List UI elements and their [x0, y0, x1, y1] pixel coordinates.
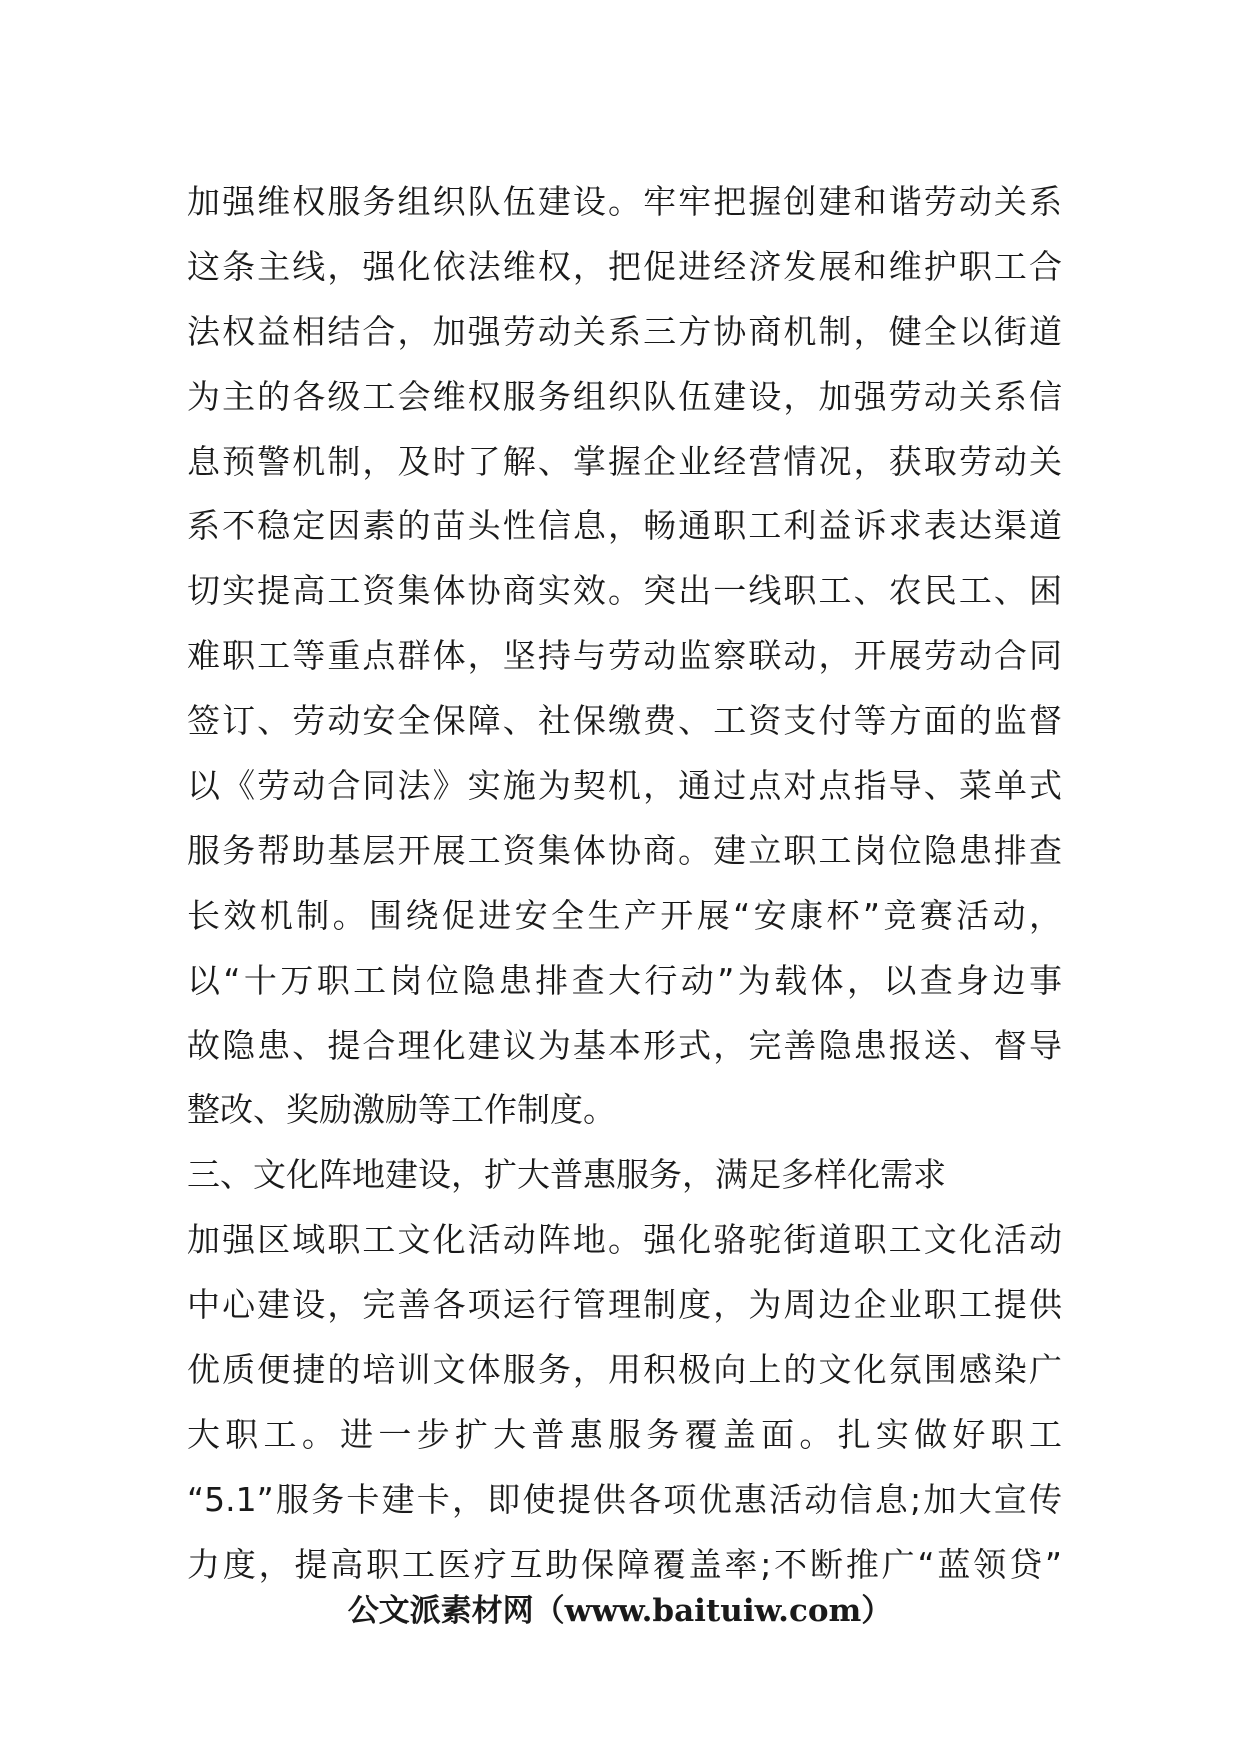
- body-line-11: 服务帮助基层开展工资集体协商。建立职工岗位隐患排查: [187, 830, 1062, 870]
- body-line-20: 大职工。进一步扩大普惠服务覆盖面。扎实做好职工: [187, 1414, 1062, 1454]
- body-line-14: 故隐患、提合理化建议为基本形式，完善隐患报送、督导: [187, 1025, 1062, 1065]
- footer-source-text: 公文派素材网（www.baituiw.com）: [347, 1593, 893, 1629]
- body-line-5: 息预警机制，及时了解、掌握企业经营情况，获取劳动关: [187, 441, 1062, 481]
- body-line-6: 系不稳定因素的苗头性信息，畅通职工利益诉求表达渠道: [187, 506, 1062, 546]
- body-line-17: 加强区域职工文化活动阵地。强化骆驼街道职工文化活动: [187, 1220, 1062, 1260]
- body-line-8: 难职工等重点群体，坚持与劳动监察联动，开展劳动合同: [187, 636, 1062, 676]
- body-line-12: 长效机制。围绕促进安全生产开展“安康杯”竞赛活动，: [187, 895, 1062, 935]
- body-line-10: 以《劳动合同法》实施为契机，通过点对点指导、菜单式: [187, 766, 1062, 806]
- body-line-3: 法权益相结合，加强劳动关系三方协商机制，健全以街道: [187, 311, 1062, 351]
- body-line-22: 力度，提高职工医疗互助保障覆盖率;不断推广“蓝领贷”: [187, 1544, 1062, 1584]
- body-line-21: “5.1”服务卡建卡，即使提供各项优惠活动信息;加大宣传: [187, 1479, 1062, 1519]
- body-line-18: 中心建设，完善各项运行管理制度，为周边企业职工提供: [187, 1285, 1062, 1325]
- body-line-2: 这条主线，强化依法维权，把促进经济发展和维护职工合: [187, 246, 1062, 286]
- body-line-7: 切实提高工资集体协商实效。突出一线职工、农民工、困: [187, 571, 1062, 611]
- section-heading: 三、文化阵地建设，扩大普惠服务，满足多样化需求: [187, 1155, 946, 1195]
- body-line-15: 整改、奖励激励等工作制度。: [187, 1090, 616, 1130]
- body-line-1: 加强维权服务组织队伍建设。牢牢把握创建和谐劳动关系: [187, 182, 1062, 221]
- body-line-19: 优质便捷的培训文体服务，用积极向上的文化氛围感染广: [187, 1350, 1062, 1390]
- body-line-9: 签订、劳动安全保障、社保缴费、工资支付等方面的监督: [187, 701, 1062, 741]
- body-line-4: 为主的各级工会维权服务组织队伍建设，加强劳动关系信: [187, 376, 1062, 416]
- body-line-13: 以“十万职工岗位隐患排查大行动”为载体，以查身边事: [187, 960, 1062, 1000]
- document-body: [187, 170, 1062, 1598]
